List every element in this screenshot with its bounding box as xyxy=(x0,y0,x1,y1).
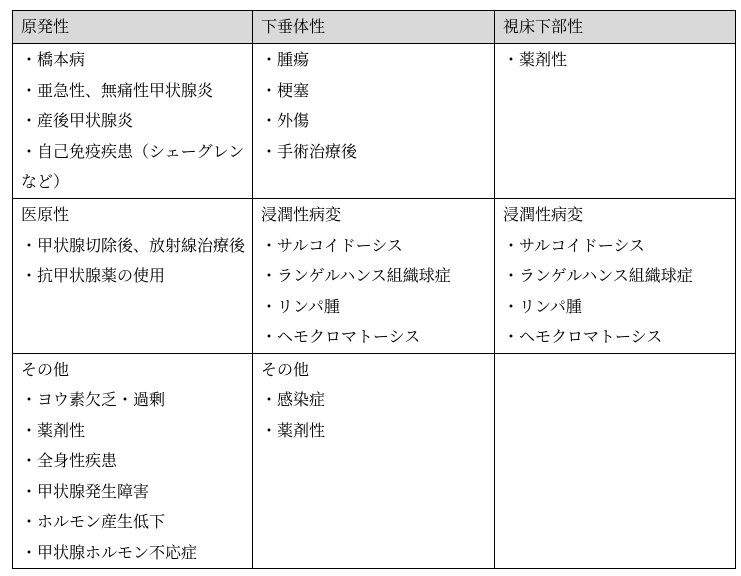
list-item: ・産後甲状腺炎 xyxy=(21,111,134,130)
header-row xyxy=(13,11,736,44)
list-item: ・リンパ腫 xyxy=(503,296,582,316)
list-item: ・リンパ腫 xyxy=(261,296,340,316)
header-label: 下垂体性 xyxy=(261,17,326,36)
list-item: ・感染症 xyxy=(261,390,326,409)
table-row xyxy=(13,353,736,569)
list-item: ・ヘモクロマトーシス xyxy=(261,327,421,346)
header-cell-pituitary xyxy=(253,11,495,44)
list-item: ・ヨウ素欠乏・過剰 xyxy=(21,390,166,409)
list-item: ・甲状腺発生障害 xyxy=(21,481,150,501)
list-item: ・薬剤性 xyxy=(261,420,326,440)
list-item: ・甲状腺切除後、放射線治療後 xyxy=(21,235,246,255)
section-title: その他 xyxy=(261,359,310,379)
table-cell-pituitary xyxy=(253,199,495,354)
list-item: ・甲状腺ホルモン不応症 xyxy=(21,542,198,562)
table-cell-primary xyxy=(13,199,253,354)
section-title: 浸潤性病変 xyxy=(503,205,584,224)
list-item: ・薬剤性 xyxy=(21,420,86,440)
list-item: ・抗甲状腺薬の使用 xyxy=(21,266,166,285)
list-item: ・ランゲルハンス組織球症 xyxy=(261,266,451,285)
list-item: ・サルコイドーシス xyxy=(261,235,403,255)
section-title: 医原性 xyxy=(21,205,70,224)
list-item: ・全身性疾患 xyxy=(21,451,118,470)
list-item: ・梗塞 xyxy=(261,80,310,100)
cell-spacer xyxy=(503,354,729,355)
table-cell-hypothalamic xyxy=(495,353,736,569)
list-item: ・薬剤性 xyxy=(503,50,568,69)
causes-table xyxy=(12,10,736,569)
header-cell-primary xyxy=(13,11,253,44)
table-body xyxy=(13,44,736,569)
table-row xyxy=(13,44,736,199)
list-item: ・腫瘍 xyxy=(261,50,310,69)
section-title: その他 xyxy=(21,359,70,379)
table-cell-hypothalamic xyxy=(495,44,736,199)
list-item: ・ホルモン産生低下 xyxy=(21,512,166,531)
section-title: 浸潤性病変 xyxy=(261,205,342,224)
table-cell-primary xyxy=(13,353,253,569)
table-cell-hypothalamic xyxy=(495,199,736,354)
list-item: ・外傷 xyxy=(261,111,310,130)
table-cell-primary xyxy=(13,44,253,199)
list-item: ・サルコイドーシス xyxy=(503,235,645,255)
table-cell-pituitary xyxy=(253,353,495,569)
table-cell-pituitary xyxy=(253,44,495,199)
list-item: ・橋本病 xyxy=(21,50,86,69)
list-item: ・手術治療後 xyxy=(261,141,358,161)
list-item: ・亜急性、無痛性甲状腺炎 xyxy=(21,80,214,100)
header-label: 原発性 xyxy=(21,17,70,36)
table-row xyxy=(13,199,736,354)
list-item: ・ランゲルハンス組織球症 xyxy=(503,266,693,285)
header-label: 視床下部性 xyxy=(503,17,584,36)
list-item: ・自己免疫疾患（シェーグレンなど） xyxy=(21,141,245,191)
header-cell-hypothalamic xyxy=(495,11,736,44)
list-item: ・ヘモクロマトーシス xyxy=(503,327,663,346)
